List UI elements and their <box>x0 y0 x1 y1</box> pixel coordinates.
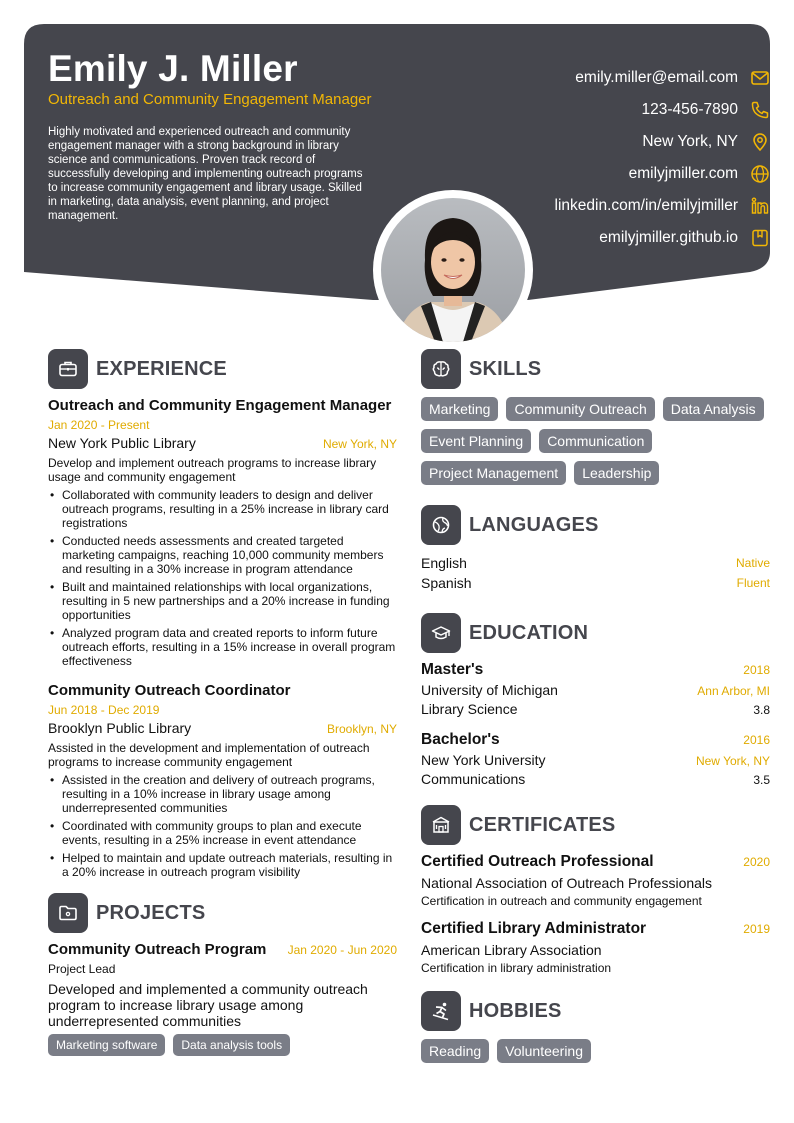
job-bullets <box>48 773 397 879</box>
projects-header <box>48 893 397 933</box>
skill-tag: Project Management <box>421 461 566 485</box>
brain-icon <box>421 349 461 389</box>
hobbies-title: HOBBIES <box>469 999 562 1022</box>
experience-title: EXPERIENCE <box>96 357 227 380</box>
education-entry <box>421 661 770 717</box>
school-location: New York, NY <box>695 754 770 768</box>
linkedin-icon <box>750 196 770 216</box>
right-column <box>421 349 770 1063</box>
language-level: Fluent <box>736 576 770 590</box>
institution-icon <box>421 805 461 845</box>
education-header <box>421 613 770 653</box>
job-bullet: • Conducted needs assessments and created targeted marketing campaigns, reaching 10,000 community members and resulting in a 30% increase in program attendance <box>48 534 397 576</box>
location-text: New York, NY <box>642 133 738 150</box>
skill-tag: Leadership <box>574 461 659 485</box>
skills-tags <box>421 397 770 485</box>
certificate-title: Certified Outreach Professional <box>421 853 654 870</box>
hobby-tag: Reading <box>421 1039 489 1063</box>
job-dates: Jun 2018 - Dec 2019 <box>48 703 160 717</box>
contact-phone[interactable] <box>430 94 770 126</box>
job-bullet: • Built and maintained relationships with local organizations, resulting in 5 new partnerships and a 20% increase in funding opportunities <box>48 580 397 622</box>
project-tools <box>48 1034 397 1056</box>
skier-icon <box>421 991 461 1031</box>
language-name: Spanish <box>421 575 472 591</box>
language-level: Native <box>735 556 770 570</box>
certificate-issuer: National Association of Outreach Professionals <box>421 875 713 891</box>
education-entry <box>421 731 770 787</box>
job-bullet: • Coordinated with community groups to plan and execute events, resulting in a 25% increase in event attendance <box>48 819 397 847</box>
job-bullets <box>48 488 397 668</box>
language-row <box>421 573 770 593</box>
degree-year: 2018 <box>743 663 770 677</box>
job-bullet: • Analyzed program data and created reports to inform future outreach efforts, resulting in a 15% increase in overall program effectiveness <box>48 626 397 668</box>
job-bullet: • Assisted in the creation and delivery of outreach programs, resulting in a 10% increase in library usage among underrepresented communities <box>48 773 397 815</box>
globe-language-icon <box>421 505 461 545</box>
tool-tag: Marketing software <box>48 1034 165 1056</box>
language-name: English <box>421 555 467 571</box>
skills-title: SKILLS <box>469 357 542 380</box>
project-entry <box>48 941 397 1056</box>
job-bullet: • Collaborated with community leaders to design and deliver outreach programs, resulting in a 25% increase in library card registrations <box>48 488 397 530</box>
skill-tag: Communication <box>539 429 652 453</box>
gpa: 3.5 <box>753 773 770 787</box>
contact-location <box>430 126 770 158</box>
phone-icon <box>750 100 770 120</box>
project-dates: Jan 2020 - Jun 2020 <box>287 943 397 957</box>
education-title: EDUCATION <box>469 621 589 644</box>
linkedin-text[interactable]: linkedin.com/in/emilyjmiller <box>554 197 738 214</box>
certificate-description: Certification in outreach and community engagement <box>421 894 702 908</box>
project-role: Project Lead <box>48 962 116 976</box>
skill-tag: Marketing <box>421 397 498 421</box>
certificate-year: 2020 <box>743 855 770 869</box>
job-org: New York Public Library <box>48 435 196 451</box>
degree: Bachelor's <box>421 731 500 748</box>
mail-icon <box>750 68 770 88</box>
job-bullet: • Helped to maintain and update outreach materials, resulting in a 20% increase in outreach program visibility <box>48 851 397 879</box>
github-text[interactable]: emilyjmiller.github.io <box>599 229 738 246</box>
bookmark-icon <box>750 228 770 248</box>
job-org: Brooklyn Public Library <box>48 720 192 736</box>
degree-year: 2016 <box>743 733 770 747</box>
certificate-entry <box>421 920 770 975</box>
globe-icon <box>750 164 770 184</box>
skills-header <box>421 349 770 389</box>
left-column <box>48 349 397 1056</box>
job-entry <box>48 682 397 879</box>
projects-title: PROJECTS <box>96 901 206 924</box>
tool-tag: Data analysis tools <box>173 1034 290 1056</box>
contact-website[interactable] <box>430 158 770 190</box>
languages-title: LANGUAGES <box>469 513 599 536</box>
project-description: Developed and implemented a community outreach program to increase library usage among underrepresented communities <box>48 981 368 1029</box>
degree: Master's <box>421 661 484 678</box>
languages-list <box>421 553 770 593</box>
profile-summary: Highly motivated and experienced outreach and community engagement manager with a strong background in library science and communications. Proven track record of successfully developing and implementing outreach programs to increase community engagement and library usage. Skilled in marketing, data analysis, event planning, and project management. <box>48 126 363 222</box>
field-of-study: Communications <box>421 771 526 787</box>
skill-tag: Data Analysis <box>663 397 764 421</box>
certificate-title: Certified Library Administrator <box>421 920 647 937</box>
job-role: Community Outreach Coordinator <box>48 682 291 699</box>
folder-icon <box>48 893 88 933</box>
graduation-cap-icon <box>421 613 461 653</box>
skill-tag: Event Planning <box>421 429 531 453</box>
job-entry <box>48 397 397 668</box>
certificates-title: CERTIFICATES <box>469 813 616 836</box>
location-pin-icon <box>750 132 770 152</box>
field-of-study: Library Science <box>421 701 518 717</box>
language-row <box>421 553 770 573</box>
website-text[interactable]: emilyjmiller.com <box>628 165 738 182</box>
skill-tag: Community Outreach <box>506 397 654 421</box>
gpa: 3.8 <box>753 703 770 717</box>
job-description: Assisted in the development and implementation of outreach programs to increase community engagement <box>48 741 370 769</box>
job-location: Brooklyn, NY <box>326 722 397 736</box>
certificate-issuer: American Library Association <box>421 942 602 958</box>
profile-photo-frame <box>373 190 533 350</box>
hobbies-tags <box>421 1039 770 1063</box>
certificates-header <box>421 805 770 845</box>
school-location: Ann Arbor, MI <box>697 684 770 698</box>
briefcase-icon <box>48 349 88 389</box>
job-role: Outreach and Community Engagement Manager <box>48 397 392 414</box>
certificate-entry <box>421 853 770 908</box>
phone-text[interactable]: 123-456-7890 <box>641 101 738 118</box>
contact-email[interactable] <box>430 62 770 94</box>
profile-photo <box>381 198 525 342</box>
school: New York University <box>421 752 546 768</box>
job-dates: Jan 2020 - Present <box>48 418 150 432</box>
certificate-year: 2019 <box>743 922 770 936</box>
experience-header <box>48 349 397 389</box>
candidate-title: Outreach and Community Engagement Manager <box>48 91 372 108</box>
job-description: Develop and implement outreach programs to increase library usage and community engagement <box>48 456 377 484</box>
hobby-tag: Volunteering <box>497 1039 591 1063</box>
project-title: Community Outreach Program <box>48 941 267 958</box>
languages-header <box>421 505 770 545</box>
certificate-description: Certification in library administration <box>421 961 612 975</box>
school: University of Michigan <box>421 682 558 698</box>
hobbies-header <box>421 991 770 1031</box>
candidate-name: Emily J. Miller <box>48 48 298 89</box>
job-location: New York, NY <box>322 437 397 451</box>
email-text[interactable]: emily.miller@email.com <box>575 69 738 86</box>
